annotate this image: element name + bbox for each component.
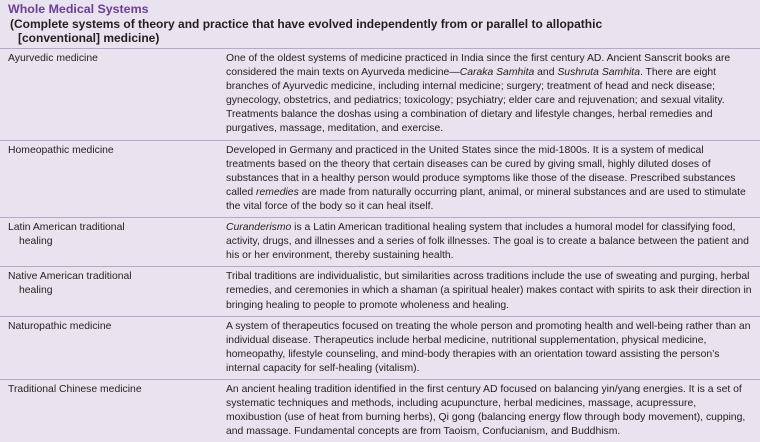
row-term [0,267,226,315]
desc-text: and [534,67,558,79]
desc-text: . There are eight branches of Ayurvedic medicine, including internal medicine; surgery; treatment of head and neck disease; gynecology, obstetrics, and pediatrics; toxicology; psychiatry; elder care and rejuvenation; and sexual vitality. Treatments balance the doshas using a combination of dietary and lifestyle changes, herbal remedies and purgatives, massage, meditation, and exercise. [226,67,725,135]
table-title: Whole Medical Systems [8,2,149,16]
row-term [0,218,226,266]
table-row [0,267,760,316]
table-row [0,49,760,141]
row-description [226,49,760,140]
table-row [0,141,760,218]
row-term: Homeopathic medicine [8,144,114,156]
term-line-1: Latin American traditional [8,222,125,234]
table-header [0,0,760,49]
row-description: An ancient healing tradition identified in the first century AD focused on balancing yin/yang energies. It is a set of systematic techniques and methods, including acupuncture, herbal medicines, massage, acupressure, moxibustion (use of heat from burning herbs), Qi gong (balancing energy flow through body movement), cupping, and massage. Fundamental concepts are from Taoism, Confucianism, and Buddhism. [226,383,746,438]
row-description [226,141,760,217]
row-term: Ayurvedic medicine [8,53,98,64]
desc-italic: Sushruta Samhita [557,67,640,79]
term-line-2: healing [19,285,53,297]
desc-text: are made from naturally occurring plant, animal, or mineral substances and are used to stimulate the vital force of the body so it can heal itself. [226,186,746,212]
term-line-2-wrap [8,284,222,298]
row-term: Traditional Chinese medicine [8,383,142,395]
desc-text: is a Latin American traditional healing system that includes a humoral model for classifying food, activity, drugs, and illnesses and a series of folk illnesses. The goal is to create a balance between the patient and his or her environment, thereby sustaining health. [226,222,749,262]
row-description [226,218,760,266]
table-row [0,317,760,380]
table-row [0,380,760,442]
row-description: A system of therapeutics focused on treating the whole person and promoting health and well-being rather than an individual disease. Therapeutics include herbal medicine, nutritional supplementation, physical medicine, homeopathy, lifestyle counseling, and mind-body therapies with an orientation toward assisting the person’s internal capacity for self-healing (vitalism). [226,320,751,374]
term-line-2: healing [19,236,53,248]
row-term: Naturopathic medicine [8,320,112,332]
desc-italic: Caraka Samhita [459,67,535,79]
table-body [0,49,760,442]
table-subtitle [8,17,752,45]
subtitle-line-1: (Complete systems of theory and practice that have evolved independently from or parallel to allopathic [10,17,603,31]
desc-text: Developed in Germany and practiced in the United States since the mid-1800s. It is a system of medical treatments based on the theory that certain diseases can be cured by giving small, highly diluted doses of substances that in a healthy person would produce symptoms like those of the disease. Prescribed substances called [226,144,736,198]
subtitle-line-2: [conventional] medicine) [18,31,160,45]
desc-italic: Curanderismo [226,222,292,234]
term-line-1: Native American traditional [8,271,132,283]
desc-text: One of the oldest systems of medicine practiced in India since the first century AD. Ancient Sanscrit books are considered the main texts on Ayurveda medicine— [226,53,731,79]
desc-italic: remedies [256,186,299,198]
table-row [0,218,760,267]
row-description: Tribal traditions are individualistic, but similarities across traditions include the use of sweating and purging, herbal remedies, and ceremonies in which a shaman (a spiritual healer) makes contact with spirits to ask their direction in bringing healing to people to promote wholeness and healing. [226,271,752,311]
term-line-2-wrap [8,235,222,249]
